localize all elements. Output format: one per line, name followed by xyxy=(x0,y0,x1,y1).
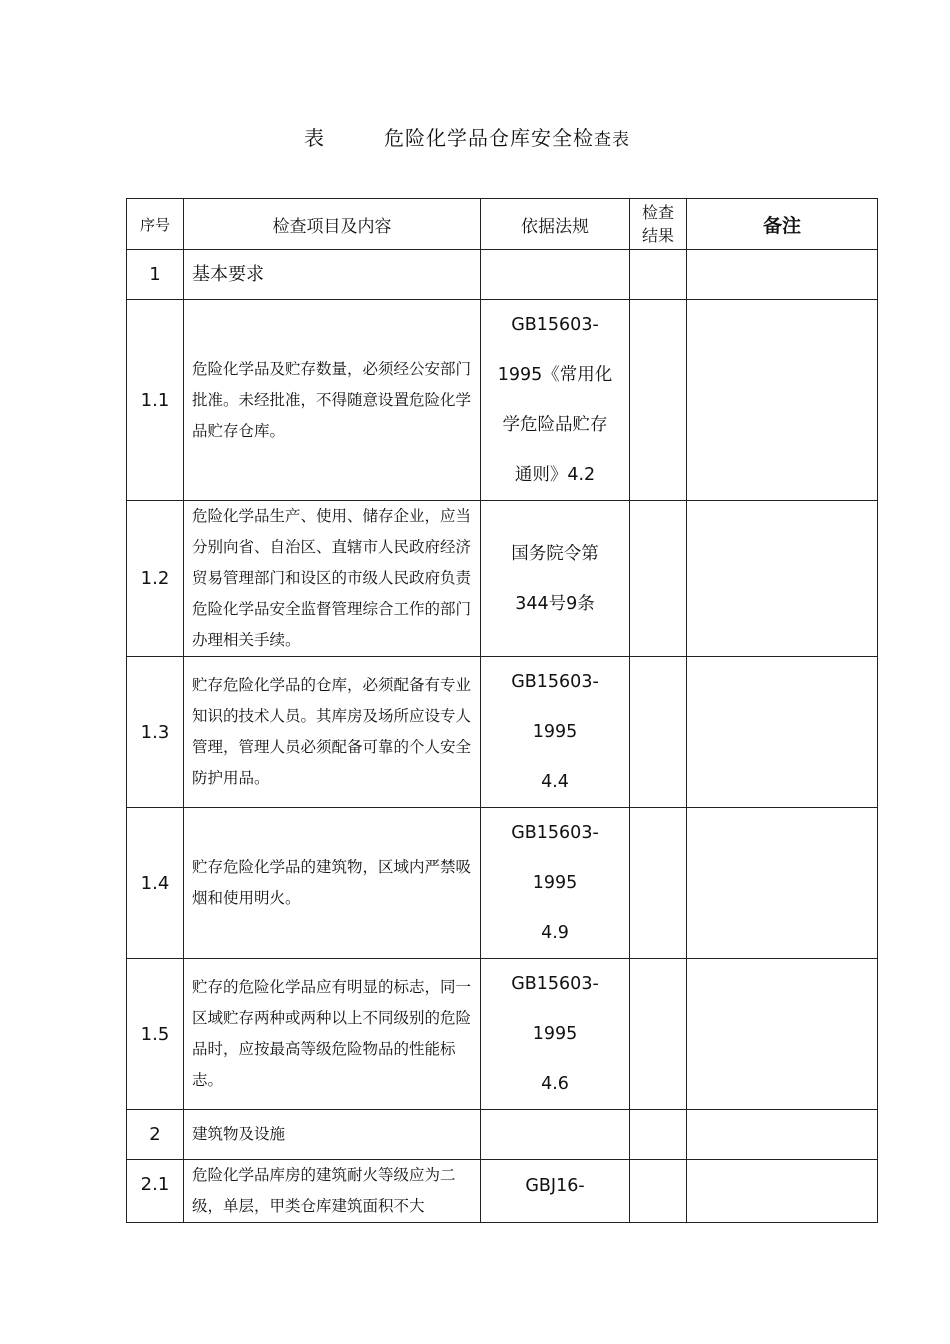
row-content: 贮存的危险化学品应有明显的标志，同一区域贮存两种或两种以上不同级别的危险品时，应按最高等级危险物品的性能标志。 xyxy=(184,959,481,1110)
basis-line: 344号9条 xyxy=(515,593,595,614)
basis-line: GB15603- xyxy=(511,974,599,994)
table-row xyxy=(127,657,878,808)
basis-line: GB15603- xyxy=(511,823,599,843)
basis-line: 1995 xyxy=(532,722,578,742)
row-content: 危险化学品及贮存数量，必须经公安部门批准。未经批准，不得随意设置危险化学品贮存仓库。 xyxy=(184,300,481,501)
header-result xyxy=(630,199,687,250)
row-note[interactable] xyxy=(687,501,878,657)
basis-line: 学危险品贮存 xyxy=(502,415,608,435)
row-no: 1.1 xyxy=(127,300,184,501)
row-no: 1.5 xyxy=(127,959,184,1110)
row-no: 2.1 xyxy=(127,1160,184,1223)
row-result[interactable] xyxy=(630,1160,687,1223)
basis-line: 1995《常用化 xyxy=(497,365,613,385)
basis-line: 4.4 xyxy=(541,772,569,792)
header-item: 检查项目及内容 xyxy=(184,199,481,250)
table-row xyxy=(127,959,878,1110)
row-note[interactable] xyxy=(687,1160,878,1223)
row-basis xyxy=(481,808,630,959)
row-no: 1.4 xyxy=(127,808,184,959)
table-row xyxy=(127,501,878,657)
row-basis xyxy=(481,1160,630,1223)
row-no: 1.3 xyxy=(127,657,184,808)
title-main xyxy=(384,122,630,151)
row-basis xyxy=(481,300,630,501)
header-result-line2: 结果 xyxy=(641,226,674,245)
row-content: 建筑物及设施 xyxy=(184,1110,481,1160)
row-basis xyxy=(481,1110,630,1160)
table-row xyxy=(127,1110,878,1160)
header-no: 序号 xyxy=(127,199,184,250)
row-content: 危险化学品生产、使用、储存企业，应当分别向省、自治区、直辖市人民政府经济贸易管理部门和设区的市级人民政府负责危险化学品安全监督管理综合工作的部门办理相关手续。 xyxy=(184,501,481,657)
row-content: 基本要求 xyxy=(184,250,481,300)
row-content: 贮存危险化学品的建筑物，区域内严禁吸烟和使用明火。 xyxy=(184,808,481,959)
row-result[interactable] xyxy=(630,250,687,300)
title-suffix: 查表 xyxy=(594,130,630,150)
row-basis xyxy=(481,501,630,657)
basis-line: 1995 xyxy=(532,873,578,893)
row-note[interactable] xyxy=(687,959,878,1110)
basis-line: GB15603- xyxy=(511,315,599,335)
document-title xyxy=(0,122,950,152)
row-basis xyxy=(481,959,630,1110)
row-note[interactable] xyxy=(687,657,878,808)
row-no: 1 xyxy=(127,250,184,300)
basis-line: 通则》4.2 xyxy=(514,465,596,485)
row-result[interactable] xyxy=(630,1110,687,1160)
basis-line: GB15603- xyxy=(511,672,599,692)
row-no: 1.2 xyxy=(127,501,184,657)
row-basis xyxy=(481,250,630,300)
header-basis: 依据法规 xyxy=(481,199,630,250)
inspection-table xyxy=(126,198,878,1223)
row-note[interactable] xyxy=(687,1110,878,1160)
header-result-line1: 检查 xyxy=(641,203,674,222)
header-note: 备注 xyxy=(687,199,878,250)
row-note[interactable] xyxy=(687,250,878,300)
header-row xyxy=(127,199,878,250)
basis-line: 4.9 xyxy=(541,923,569,943)
row-note[interactable] xyxy=(687,300,878,501)
row-note[interactable] xyxy=(687,808,878,959)
table-row xyxy=(127,1160,878,1223)
basis-line: 4.6 xyxy=(541,1074,569,1094)
table-row xyxy=(127,808,878,959)
row-result[interactable] xyxy=(630,300,687,501)
row-no: 2 xyxy=(127,1110,184,1160)
basis-line: GBJ16- xyxy=(525,1176,585,1196)
row-result[interactable] xyxy=(630,657,687,808)
row-result[interactable] xyxy=(630,959,687,1110)
basis-line: 国务院令第 xyxy=(511,543,599,564)
title-main-text: 危险化学品仓库安全检 xyxy=(384,126,594,150)
table-row xyxy=(127,250,878,300)
row-basis xyxy=(481,657,630,808)
title-prefix: 表 xyxy=(304,126,325,150)
row-content: 贮存危险化学品的仓库，必须配备有专业知识的技术人员。其库房及场所应设专人管理，管理人员必须配备可靠的个人安全防护用品。 xyxy=(184,657,481,808)
row-result[interactable] xyxy=(630,808,687,959)
table-row xyxy=(127,300,878,501)
row-content: 危险化学品库房的建筑耐火等级应为二级，单层，甲类仓库建筑面积不大 xyxy=(184,1160,481,1223)
row-result[interactable] xyxy=(630,501,687,657)
basis-line: 1995 xyxy=(532,1024,578,1044)
